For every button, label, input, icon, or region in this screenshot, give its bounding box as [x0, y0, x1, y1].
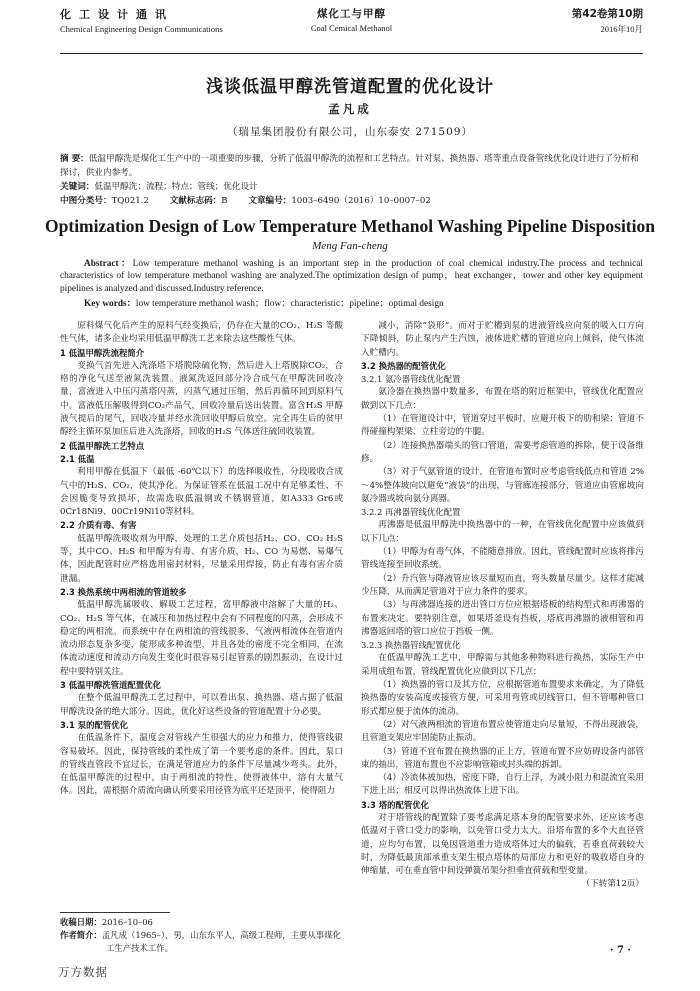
continued-note: （下转第12页）	[581, 879, 644, 890]
paragraph: （3）对于气氨管道的设计，在管道布置时应考虑管线低点和管道 2%～4%整体坡向以避免“液袋”的出现，与管廊连接部分，管道应由管廊坡向氨冷器或坡向氨分离器。	[361, 467, 644, 504]
issue-block	[572, 6, 643, 35]
paragraph: （1）在管道设计中，管道穿过平板时，应避开板下的肋和梁；管道不得碰撞构架梁、立柱旁边的牛腿。	[361, 414, 644, 438]
page-number: · 7 ·	[610, 945, 631, 956]
subsection-heading: 2.1 低温	[60, 453, 95, 464]
author-bio-line	[60, 929, 343, 955]
subsubsection-heading: 3.2.2 再沸器管线优化配置	[361, 507, 461, 518]
cls-value: TQ021.2	[111, 196, 149, 206]
cls-label: 中图分类号：	[60, 196, 112, 206]
section-name-cn: 煤化工与甲醇	[317, 8, 386, 20]
author-name-cn: 孟凡成	[328, 102, 372, 116]
issue-date: 2016年10月	[600, 24, 643, 34]
keywords-en-text: low temperature methanol wash；flow；characteristic；pipeline；optimal design	[135, 299, 444, 309]
paragraph: 再沸器是低温甲醇洗中换热器中的一种，在管线优化配置中应该做到以下几点：	[361, 520, 644, 544]
paragraph: 在整个低温甲醇洗工艺过程中，可以看出泵、换热器、塔占据了低温甲醇洗设备的绝大部分。因此，优化好这些设备的管道配置十分必要。	[60, 693, 343, 717]
keywords-cn-text: 低温甲醇洗；流程；特点；管线；优化设计	[94, 182, 258, 192]
paragraph: （2）升汽管与降液管应该尽量短而直，弯头数量尽量少。这样才能减少压降，从而满足管道对于应力条件的要求。	[361, 573, 644, 597]
keywords-en-label: Key words：	[84, 299, 136, 309]
paragraph: 在低温甲醇洗工艺中，甲醇需与其他多种物料进行换热，实际生产中采用成组布置，管线配置优化应做到以下几点：	[361, 653, 644, 677]
subsection-heading: 2.2 介质有毒、有害	[60, 520, 137, 531]
paragraph: 原料煤气化后产生的原料气经变换后，仍存在大量的CO₂、H₂S 等酸性气体，诸多企业均采用低温甲醇洗工艺来除去这些酸性气体。	[60, 321, 343, 345]
section-block	[60, 6, 643, 33]
section-heading: 3 低温甲醇洗管道配置优化	[60, 680, 161, 691]
paragraph: 在低温条件下，温度会对管线产生很强大的应力和推力，使得管线很容易破坏。因此，保持管线的柔性成了第一个要考虑的条件。因此，泵口的管线直管段不宜过长，在满足管道应力的条件下尽量减少弯头。此外，在低温甲醇洗的过程中，由于两相流的特性，使得液体中，溶有大量气体。因此，需根据介质流向确认所要采用径管为底平还是顶平，使得阻力	[60, 733, 343, 797]
author-name-en: Meng Fan-cheng	[312, 240, 388, 252]
subsection-heading: 3.1 泵的配管优化	[60, 719, 129, 730]
abstract-cn-text: 低温甲醇洗是煤化工生产中的一项重要的步骤，分析了低温甲醇洗的流程和工艺特点。针对泵、换热器、塔等重点设备管线优化设计进行了分析和探讨，供业内参考。	[60, 154, 639, 178]
paragraph: （1）甲醇为有毒气体，不能随意排放。因此，管线配置时应该将排污管线连接至回收系统。	[361, 547, 644, 571]
subsection-heading: 3.3 塔的配管优化	[361, 799, 430, 810]
subsubsection-heading: 3.2.3 换热器管线配置优化	[361, 640, 461, 651]
author-bio: 孟凡成（1965–），男，山东东平人，高级工程师，主要从事煤化工生产技术工作。	[101, 930, 341, 953]
journal-name-en: Chemical Engineering Design Communications	[60, 24, 223, 34]
article-id-label: 文章编号：	[248, 196, 292, 206]
article-title-cn: 浅谈低温甲醇洗管道配置的优化设计	[206, 77, 494, 97]
paragraph: 低温甲醇洗吸收剂为甲醇，处理的工艺介质包括H₂、CO、CO₂ H₂S 等，其中CO、H₂S 和甲醇为有毒、有害介质，H₂、CO 为易燃、易爆气体，因此配管时应严格选用密封材料，尽量采用焊接，防止有毒有害介质泄漏。	[60, 533, 343, 584]
paragraph: 对于塔管线的配置除了要考虑满足塔本身的配管要求外，还应该考虑低温对于管口受力的影响，以免管口受力太大。沿塔布置的多个大直径管道，应均匀布置，以免因管道重力造成塔体过大的偏载，若垂直荷载较大时，为降低最顶部承重支架生根点塔体的局部应力和更好的吸收塔自身的伸缩量，可在垂直管中间设弹簧吊架分担垂直荷载和型变量。	[361, 812, 644, 877]
paragraph: 氨冷器在换热器中数量多，布置在塔的附近框架中，管线优化配置应做到以下几点：	[361, 387, 644, 411]
abstract-cn-label: 摘 要：	[60, 154, 89, 164]
paragraph: 减小，消除“袋形”。而对于贮槽到泵的进液管线应向泵的吸入口方向下降倾斜，防止泵内产生汽蚀，液体进贮槽的管道应向上倾斜，使气体流入贮槽内。	[361, 321, 644, 358]
received-label: 收稿日期：	[60, 917, 102, 927]
classification-line	[60, 194, 643, 208]
paragraph: 利用甲醇在低温下（最低 -60℃以下）的选择吸收性，分段吸收合成气中的H₂S、CO₂，使其净化。为保证管系在低温工况中有足够柔性、不会因脆变导致损坏，故需选取低温钢或不锈钢管道，如A333 Gr6或0Cr18Ni9、00Cr19Ni10等材料。	[60, 467, 343, 518]
abstract-en	[60, 258, 643, 295]
subsection-heading: 2.3 换热系统中两相流的管道较多	[60, 586, 187, 597]
section-heading: 1 低温甲醇洗流程简介	[60, 347, 145, 358]
received-line	[60, 916, 343, 929]
body-column-left	[60, 320, 343, 799]
keywords-cn-label: 关键词：	[60, 182, 95, 192]
journal-name-cn: 化工设计通讯	[60, 8, 174, 21]
page-header	[60, 6, 643, 54]
paragraph: 低温甲醇洗属吸收、解吸工艺过程，富甲醇液中溶解了大量的H₂、CO₂、H₂S 等气体，在减压和加热过程中会有不同程度的闪蒸，会形成不稳定的两相流。而系统中存在两相流的管线很多，气液两相流体在管道内流动形态复杂多变，能形成多种流型，并且各处的密度不完全相同，在流体流动速度和流动方向发生变化时很容易引起管系的剧烈振动，在设计过程中要特别关注。	[60, 600, 343, 677]
paragraph: （2）连接换热器端头的管口管道，需要考虑管道的拆除，便于设备维修。	[361, 440, 644, 464]
abstract-cn	[60, 152, 643, 180]
subsection-heading: 3.2 换热器的配管优化	[361, 360, 446, 371]
paragraph: （3）与再沸器连接的进出管口方位应根据塔板的结构型式和再沸器的布置来决定。要特别注意，如果塔釜设有挡板，塔底再沸器的液相管和再沸器返回塔的管口应位于挡板一侧。	[361, 600, 644, 637]
article-title-en: Optimization Design of Low Temperature Methanol Washing Pipeline Disposition	[45, 216, 655, 236]
paragraph: （1）换热器的管口及其方位，应根据管道布置要求来确定，为了降低换热器的安装高度或接管方便，可采用弯管或切线管口，但不管哪种管口形式都应便于流体的流动。	[361, 680, 644, 717]
paragraph: （3）管道不宜布置在换热器的正上方，管道布置不应妨碍设备内部管束的抽出，管道布置也不应影响管箱或封头端的拆卸。	[361, 746, 644, 770]
paragraph: 变换气首先进入洗涤塔下塔脱除硫化物，然后进入上塔脱除CO₂，合格的净化气送至液氮洗装置。液氮洗返回部分冷合成气在甲醇洗回收冷量，富液进入中压闪蒸塔闪蒸，闪蒸气通过压缩，然后再循环回到原料气中。富液低压解吸得到CO₂产品气，回收冷量后送出装置。富含H₂S 甲醇液气提后的尾气，回收冷量并经水洗回收甲醇后放空。完全再生后的贫甲醇经主循环泵加压后进入洗涤塔，回收的H₂S 气体送往硫回收装置。	[60, 360, 343, 438]
article-id-value: 1003–6490（2016）10–0007–02	[291, 196, 431, 206]
keywords-en	[84, 295, 644, 309]
footnote-rule	[60, 912, 170, 913]
abstract-en-label: Abstract：	[84, 259, 133, 269]
paragraph: （2）对气液两相流的管道布置应使管道走向尽量短，不得出现液袋，且管道支架应牢固能防止振动。	[361, 719, 644, 744]
affiliation-cn: （瑞星集团股份有限公司，山东泰安 271509）	[227, 126, 473, 138]
watermark: 万方数据	[58, 965, 108, 979]
doc-code-label: 文献标志码：	[169, 196, 222, 206]
subsubsection-heading: 3.2.1 氨冷器管线优化配置	[361, 374, 461, 385]
volume-issue: 第42卷第10期	[571, 8, 643, 20]
received-date: 2016–10–06	[101, 917, 153, 927]
abstract-en-text: Low temperature methanol washing is an important step in the production of coal chemical industry.The process and technical characteristics of low temperature methanol washing are analyzed.The optimization design of pump，heat exchanger，tower and other key equipment pipelines is analyzed and discussed.Industry reference.	[60, 259, 643, 294]
doc-code-value: B	[221, 196, 228, 206]
footnote	[60, 916, 343, 955]
keywords-cn	[60, 180, 643, 194]
section-name-en: Coal Cemical Methanol	[310, 23, 393, 33]
section-heading: 2 低温甲醇洗工艺特点	[60, 440, 145, 451]
author-bio-label: 作者简介：	[60, 930, 102, 940]
body-column-right	[361, 320, 644, 892]
paragraph: （4）冷流体被加热，密度下降，自行上浮，为减小阻力和混流宜采用下进上出；相反可以得出热流体上进下出。	[361, 773, 644, 797]
